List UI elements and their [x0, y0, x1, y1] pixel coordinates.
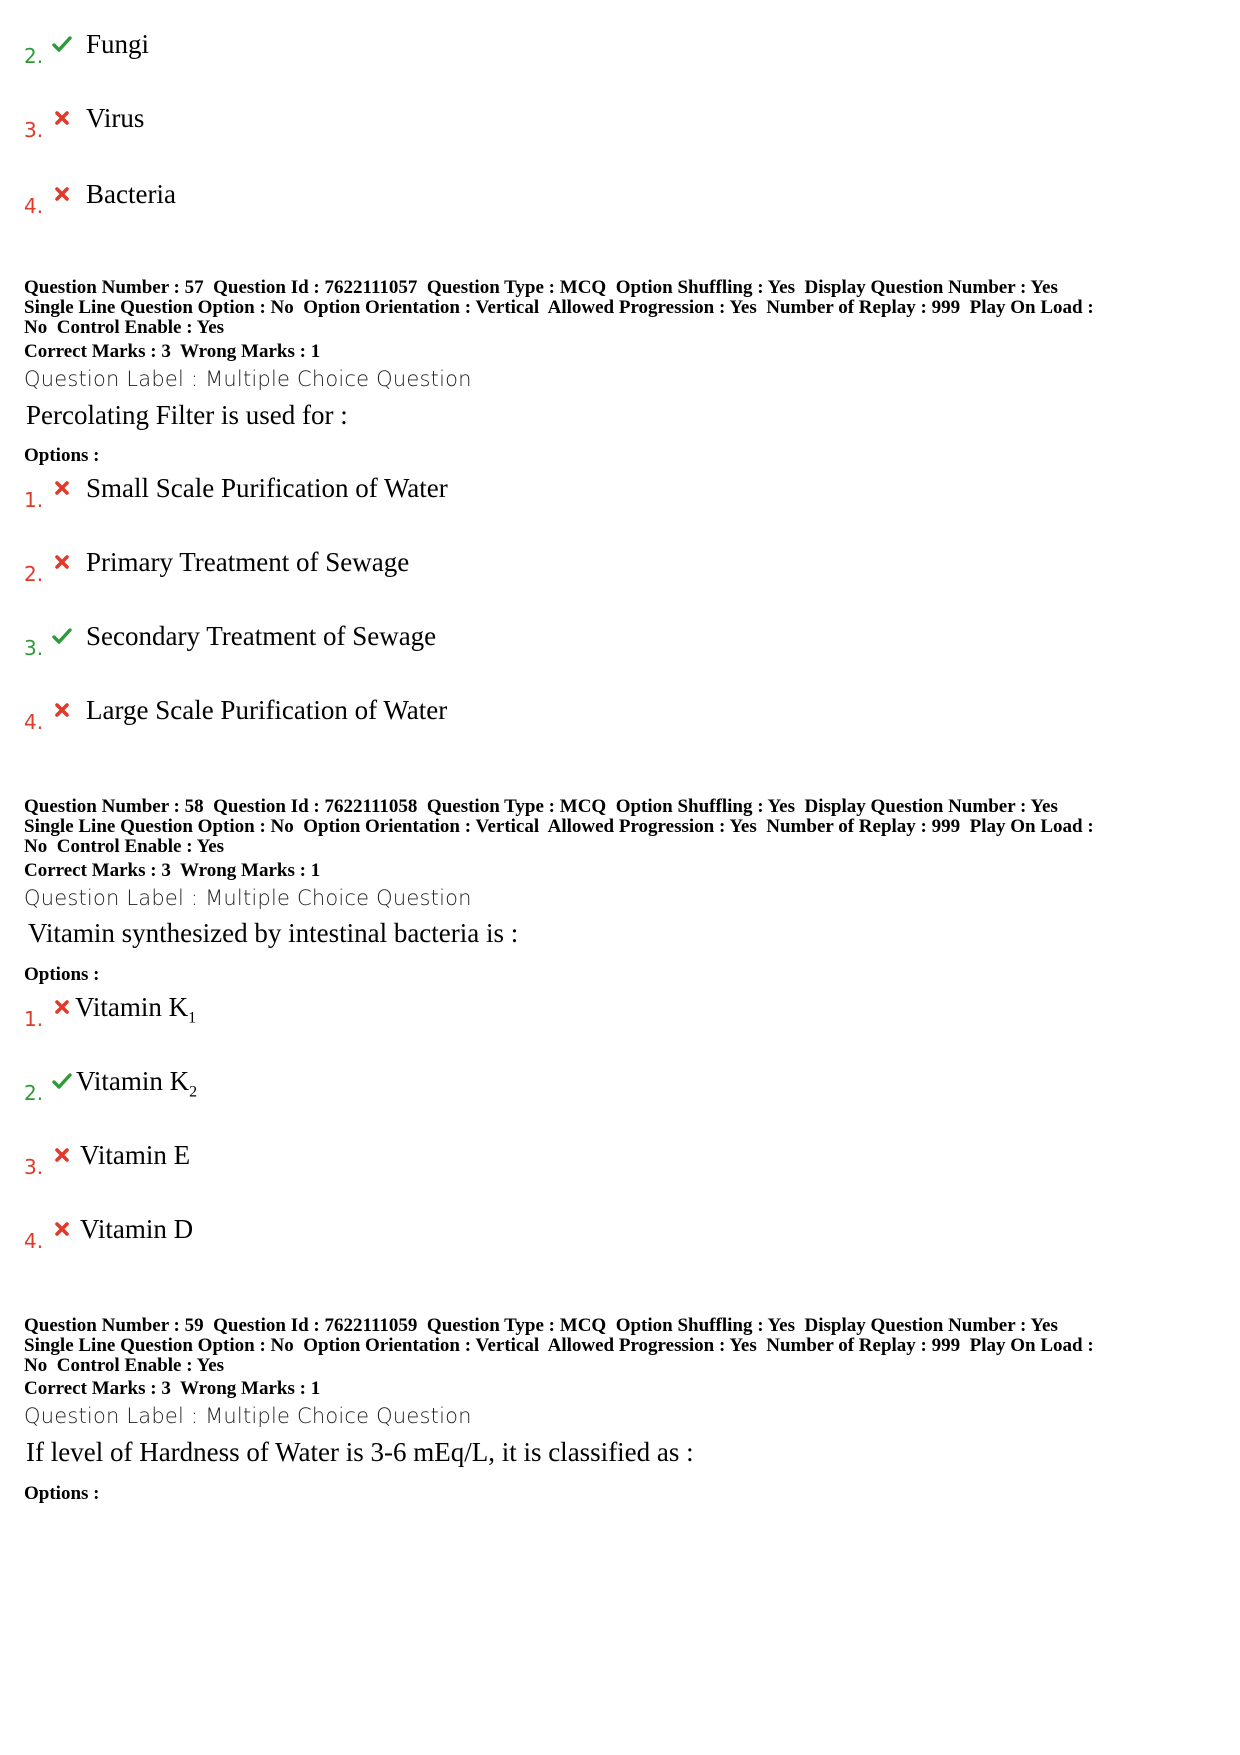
option-number: 1. — [24, 488, 44, 512]
question-marks: Correct Marks : 3 Wrong Marks : 1 — [24, 860, 321, 881]
option-row — [24, 546, 724, 590]
option-number: 3. — [24, 1155, 44, 1179]
question-meta: Question Number : 59 Question Id : 7622111059 Question Type : MCQ Option Shuffling : Yes Display Question Number : Yes Single Line Question Option : No Option Orientation : Vertical Allowed Progression : Yes Number of Replay : 999 Play On Load : No Control Enable : Yes — [24, 1315, 1094, 1376]
option-number: 4. — [24, 194, 44, 218]
question-text: Vitamin synthesized by intestinal bacteria is : — [28, 918, 519, 948]
option-row — [24, 991, 724, 1035]
cross-icon — [52, 1219, 72, 1239]
option-row — [24, 620, 724, 664]
subscript: 1 — [188, 1009, 197, 1027]
subscript: 2 — [189, 1083, 198, 1101]
question-text: If level of Hardness of Water is 3-6 mEq/L, it is classified as : — [26, 1437, 694, 1467]
option-number: 2. — [24, 1081, 44, 1105]
options-label: Options : — [24, 964, 100, 985]
question-marks: Correct Marks : 3 Wrong Marks : 1 — [24, 341, 321, 362]
check-icon — [52, 34, 72, 54]
options-label: Options : — [24, 1483, 100, 1504]
option-row — [24, 472, 724, 516]
option-text: Fungi — [86, 29, 150, 59]
option-row — [24, 1065, 724, 1109]
option-row — [24, 28, 724, 72]
question-meta: Question Number : 57 Question Id : 7622111057 Question Type : MCQ Option Shuffling : Yes Display Question Number : Yes Single Line Question Option : No Option Orientation : Vertical Allowed Progression : Yes Number of Replay : 999 Play On Load : No Control Enable : Yes — [24, 277, 1094, 338]
question-text: Percolating Filter is used for : — [26, 400, 348, 430]
cross-icon — [52, 478, 72, 498]
option-text: Large Scale Purification of Water — [86, 695, 448, 725]
cross-icon — [52, 108, 72, 128]
option-text: Virus — [86, 103, 145, 133]
option-text: Small Scale Purification of Water — [86, 473, 448, 503]
option-row — [24, 1139, 724, 1183]
cross-icon — [52, 552, 72, 572]
option-text: Vitamin D — [80, 1214, 194, 1244]
cross-icon — [52, 997, 72, 1017]
option-text: Primary Treatment of Sewage — [86, 547, 410, 577]
option-text: Vitamin $K_2$ — [76, 1066, 198, 1101]
question-label: Question Label : Multiple Choice Question — [24, 886, 472, 910]
option-number: 3. — [24, 118, 44, 142]
option-text: Vitamin E — [80, 1140, 191, 1170]
check-icon — [52, 1071, 72, 1091]
option-number: 4. — [24, 1229, 44, 1253]
option-number: 2. — [24, 44, 44, 68]
option-row — [24, 178, 724, 222]
option-number: 3. — [24, 636, 44, 660]
option-text: Vitamin $K_1$ — [75, 992, 197, 1027]
option-text: Secondary Treatment of Sewage — [86, 621, 437, 651]
cross-icon — [52, 700, 72, 720]
option-number: 2. — [24, 562, 44, 586]
option-row — [24, 1213, 724, 1257]
option-row — [24, 694, 724, 738]
question-marks: Correct Marks : 3 Wrong Marks : 1 — [24, 1378, 321, 1399]
cross-icon — [52, 1145, 72, 1165]
option-number: 1. — [24, 1007, 44, 1031]
check-icon — [52, 626, 72, 646]
option-text: Bacteria — [86, 179, 176, 209]
question-label: Question Label : Multiple Choice Question — [24, 1404, 472, 1428]
question-meta: Question Number : 58 Question Id : 7622111058 Question Type : MCQ Option Shuffling : Yes Display Question Number : Yes Single Line Question Option : No Option Orientation : Vertical Allowed Progression : Yes Number of Replay : 999 Play On Load : No Control Enable : Yes — [24, 796, 1094, 857]
question-label: Question Label : Multiple Choice Question — [24, 367, 472, 391]
options-label: Options : — [24, 445, 100, 466]
option-row — [24, 102, 724, 146]
option-number: 4. — [24, 710, 44, 734]
cross-icon — [52, 184, 72, 204]
